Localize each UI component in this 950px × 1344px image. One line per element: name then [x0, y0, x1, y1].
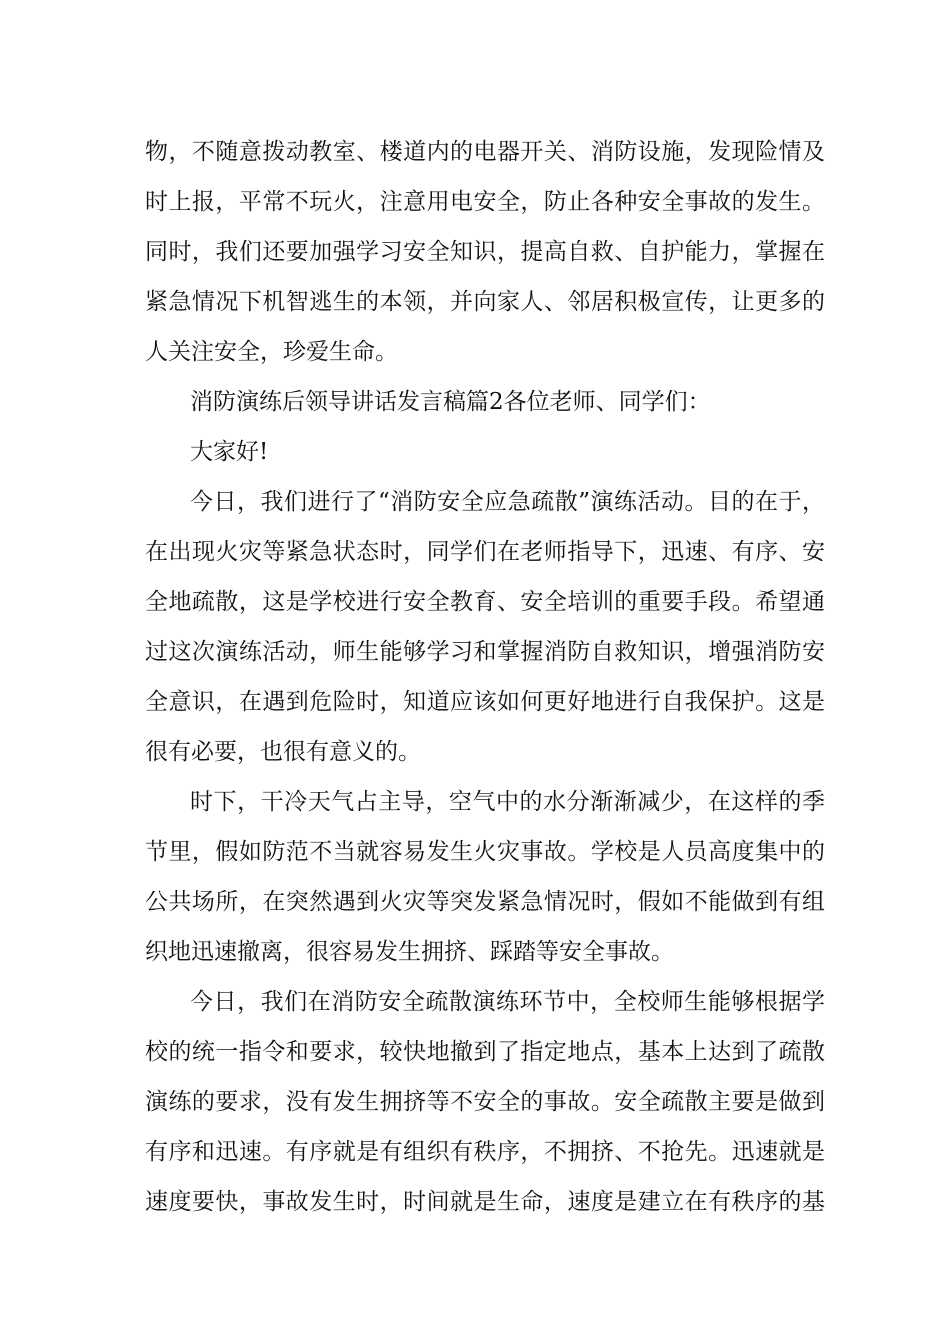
- text-line: 今日，我们进行了“消防安全应急疏散”演练活动。目的在于，: [190, 489, 825, 515]
- text-line: 今日，我们在消防安全疏散演练环节中，全校师生能够根据学: [190, 989, 825, 1015]
- text-line: 演练的要求，没有发生拥挤等不安全的事故。安全疏散主要是做到: [145, 1089, 825, 1115]
- text-line: 全意识，在遇到危险时，知道应该如何更好地进行自我保护。这是: [145, 689, 825, 715]
- text-line: 同时，我们还要加强学习安全知识，提高自救、自护能力，掌握在: [145, 239, 825, 265]
- text-line: 人关注安全，珍爱生命。: [145, 339, 398, 365]
- text-line: 在出现火灾等紧急状态时，同学们在老师指导下，迅速、有序、安: [145, 539, 825, 565]
- text-line: 公共场所，在突然遇到火灾等突发紧急情况时，假如不能做到有组: [145, 889, 825, 915]
- greeting: 大家好!: [190, 439, 269, 465]
- text-line: 全地疏散，这是学校进行安全教育、安全培训的重要手段。希望通: [145, 589, 825, 615]
- text-line: 节里，假如防范不当就容易发生火灾事故。学校是人员高度集中的: [145, 839, 825, 865]
- text-line: 织地迅速撤离，很容易发生拥挤、踩踏等安全事故。: [145, 939, 674, 965]
- text-line: 校的统一指令和要求，较快地撤到了指定地点，基本上达到了疏散: [145, 1039, 825, 1065]
- text-line: 紧急情况下机智逃生的本领，并向家人、邻居积极宣传，让更多的: [145, 289, 825, 315]
- text-line: 速度要快，事故发生时，时间就是生命，速度是建立在有秩序的基: [145, 1189, 825, 1215]
- text-line: 物，不随意拨动教室、楼道内的电器开关、消防设施，发现险情及: [145, 139, 825, 165]
- text-line: 有序和迅速。有序就是有组织有秩序，不拥挤、不抢先。迅速就是: [145, 1139, 825, 1165]
- text-line: 过这次演练活动，师生能够学习和掌握消防自救知识，增强消防安: [145, 639, 825, 665]
- section-heading: 消防演练后领导讲话发言稿篇2各位老师、同学们：: [190, 389, 711, 415]
- text-line: 很有必要，也很有意义的。: [145, 739, 421, 765]
- text-line: 时下，干冷天气占主导，空气中的水分渐渐减少，在这样的季: [190, 789, 825, 815]
- text-line: 时上报，平常不玩火，注意用电安全，防止各种安全事故的发生。: [145, 189, 825, 215]
